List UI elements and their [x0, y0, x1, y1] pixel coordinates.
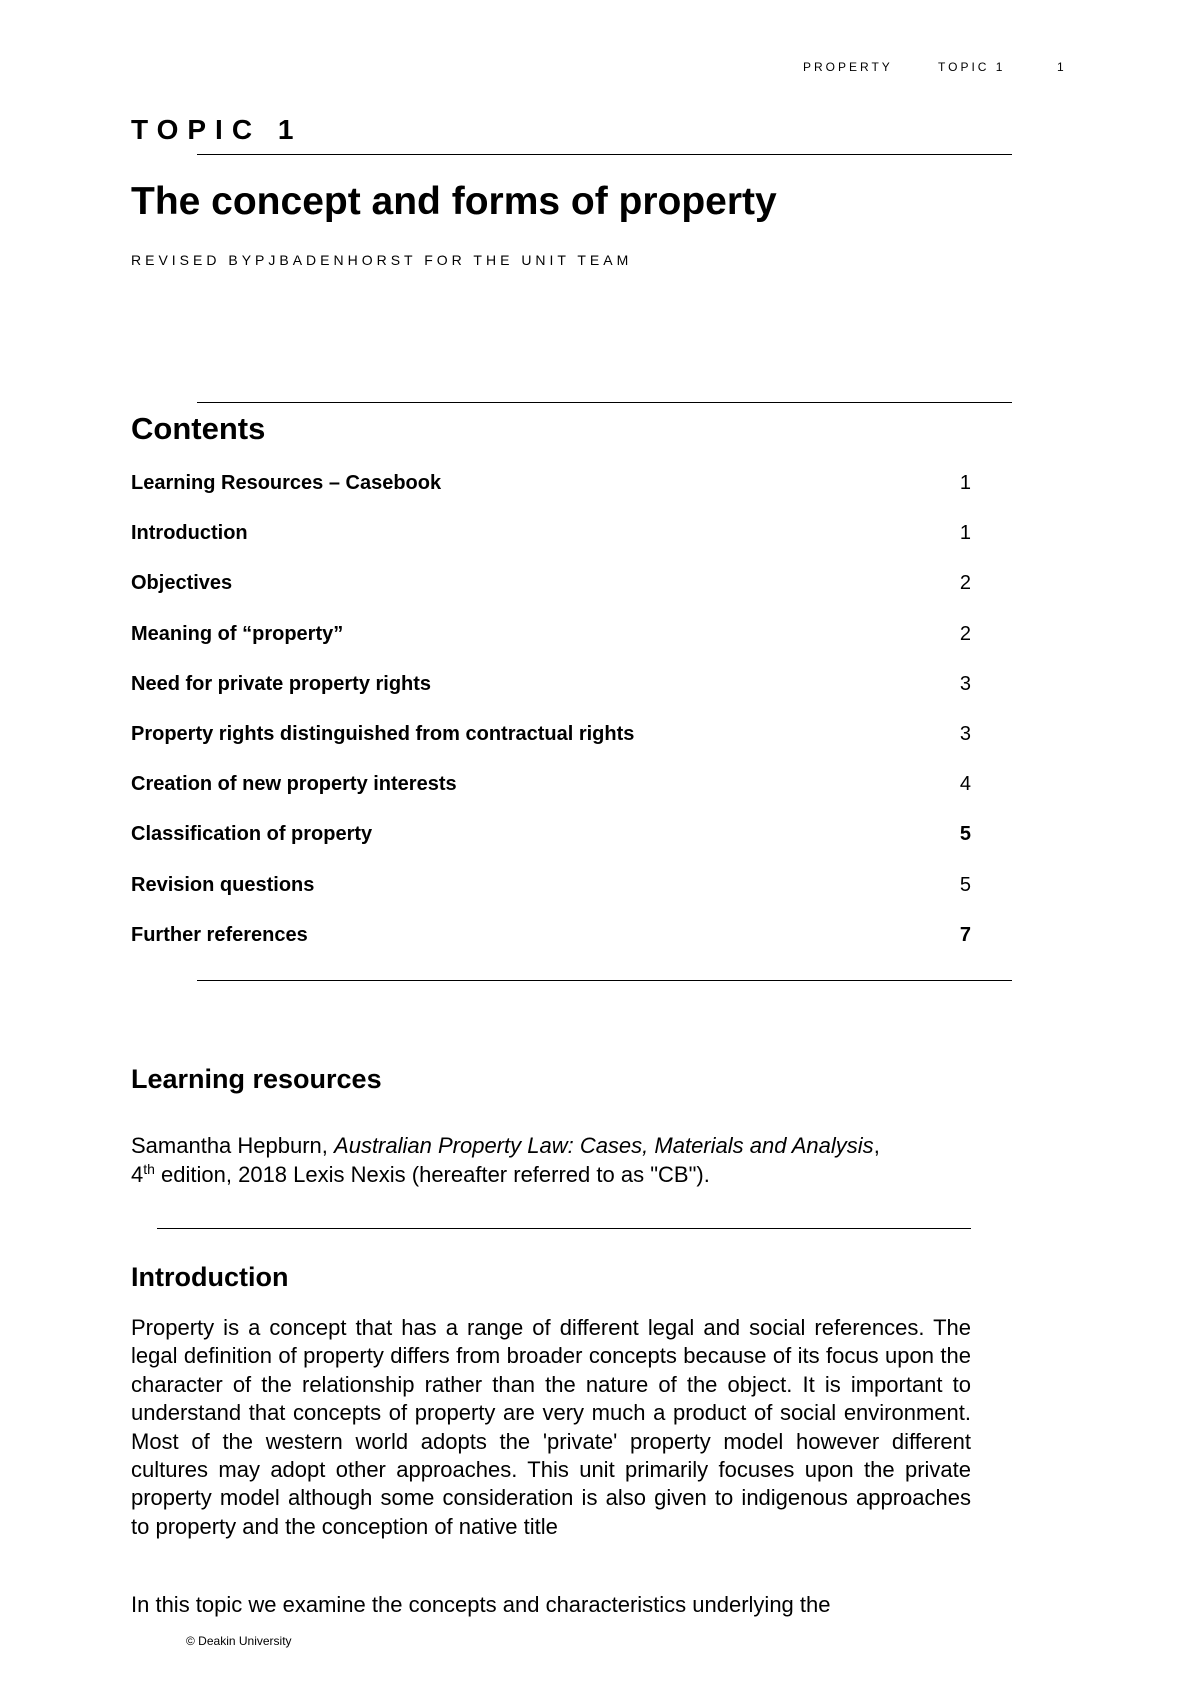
toc-entry-title: Learning Resources – Casebook [131, 472, 442, 494]
resource-divider [157, 1228, 971, 1229]
header-page-number: 1 [1057, 60, 1067, 74]
contents-top-divider [197, 402, 1012, 403]
toc-entry-title: Further references [131, 923, 308, 946]
toc-entry[interactable] [131, 920, 971, 970]
toc-entry-page: 1 [959, 522, 971, 545]
toc-entry-page: 1 [959, 472, 971, 494]
casebook-edition-number: 4 [131, 1162, 144, 1187]
byline: REVISED BYPJBADENHORST FOR THE UNIT TEAM [131, 252, 633, 268]
topic-divider [197, 154, 1012, 155]
toc-entry-page: 3 [959, 672, 971, 695]
toc-entry[interactable] [131, 619, 971, 669]
toc-entry[interactable] [131, 870, 971, 920]
toc-entry-page: 7 [959, 923, 971, 946]
toc-entry[interactable] [131, 819, 971, 869]
toc-entry-title: Objectives [131, 572, 233, 595]
introduction-heading: Introduction [131, 1262, 289, 1292]
casebook-title: Australian Property Law: Cases, Materials and Analysis [334, 1133, 874, 1158]
toc-entry-title: Meaning of “property” [131, 622, 344, 645]
toc-entry-page: 2 [959, 572, 971, 595]
toc-entry-page: 5 [959, 823, 971, 846]
toc-entry[interactable] [131, 719, 971, 769]
toc-entry-page: 5 [959, 873, 971, 896]
toc-entry-page: 2 [959, 622, 971, 645]
toc-entry[interactable] [131, 769, 971, 819]
toc-entry-title: Classification of property [131, 823, 373, 846]
contents-bottom-divider [197, 980, 1012, 981]
toc-entry[interactable] [131, 568, 971, 618]
running-header [0, 60, 1200, 80]
casebook-punctuation: , [873, 1133, 880, 1158]
toc-entry-title: Creation of new property interests [131, 773, 457, 796]
toc-entry-title: Revision questions [131, 873, 315, 896]
casebook-edition-details: edition, 2018 Lexis Nexis (hereafter referred to as "CB"). [154, 1162, 710, 1187]
footer-copyright: © Deakin University [186, 1634, 292, 1648]
toc-entry[interactable] [131, 518, 971, 568]
toc-entry[interactable] [131, 669, 971, 719]
topic-label: TOPIC 1 [131, 114, 303, 145]
toc-entry-page: 3 [959, 722, 971, 745]
contents-heading: Contents [131, 411, 266, 446]
header-topic-number: TOPIC 1 [938, 60, 1006, 74]
learning-resources-heading: Learning resources [131, 1064, 382, 1094]
table-of-contents [131, 468, 971, 970]
toc-entry-title: Need for private property rights [131, 672, 432, 695]
introduction-paragraph: Property is a concept that has a range of different legal and social references. The legal definition of property differs from broader concepts because of its focus upon the character of the relationship rather than the nature of the object. It is important to understand that concepts of property are very much a product of social environment. Most of the western world adopts the 'private' property model however different cultures may adopt other approaches. This unit primarily focuses upon the private property model although some consideration is also given to indigenous approaches to property and the conception of native title [131, 1315, 971, 1539]
casebook-author: Samantha Hepburn, [131, 1133, 335, 1158]
toc-entry-title: Introduction [131, 522, 248, 545]
introduction-paragraph-continued: In this topic we examine the concepts and characteristics underlying the [131, 1592, 831, 1617]
toc-entry[interactable] [131, 468, 971, 518]
page-title: The concept and forms of property [131, 180, 777, 223]
casebook-reference [131, 1131, 971, 1189]
casebook-edition-suffix: th [143, 1161, 155, 1177]
toc-entry-title: Property rights distinguished from contractual rights [131, 722, 635, 745]
toc-entry-page: 4 [959, 773, 971, 796]
header-section-name: PROPERTY [803, 60, 893, 74]
